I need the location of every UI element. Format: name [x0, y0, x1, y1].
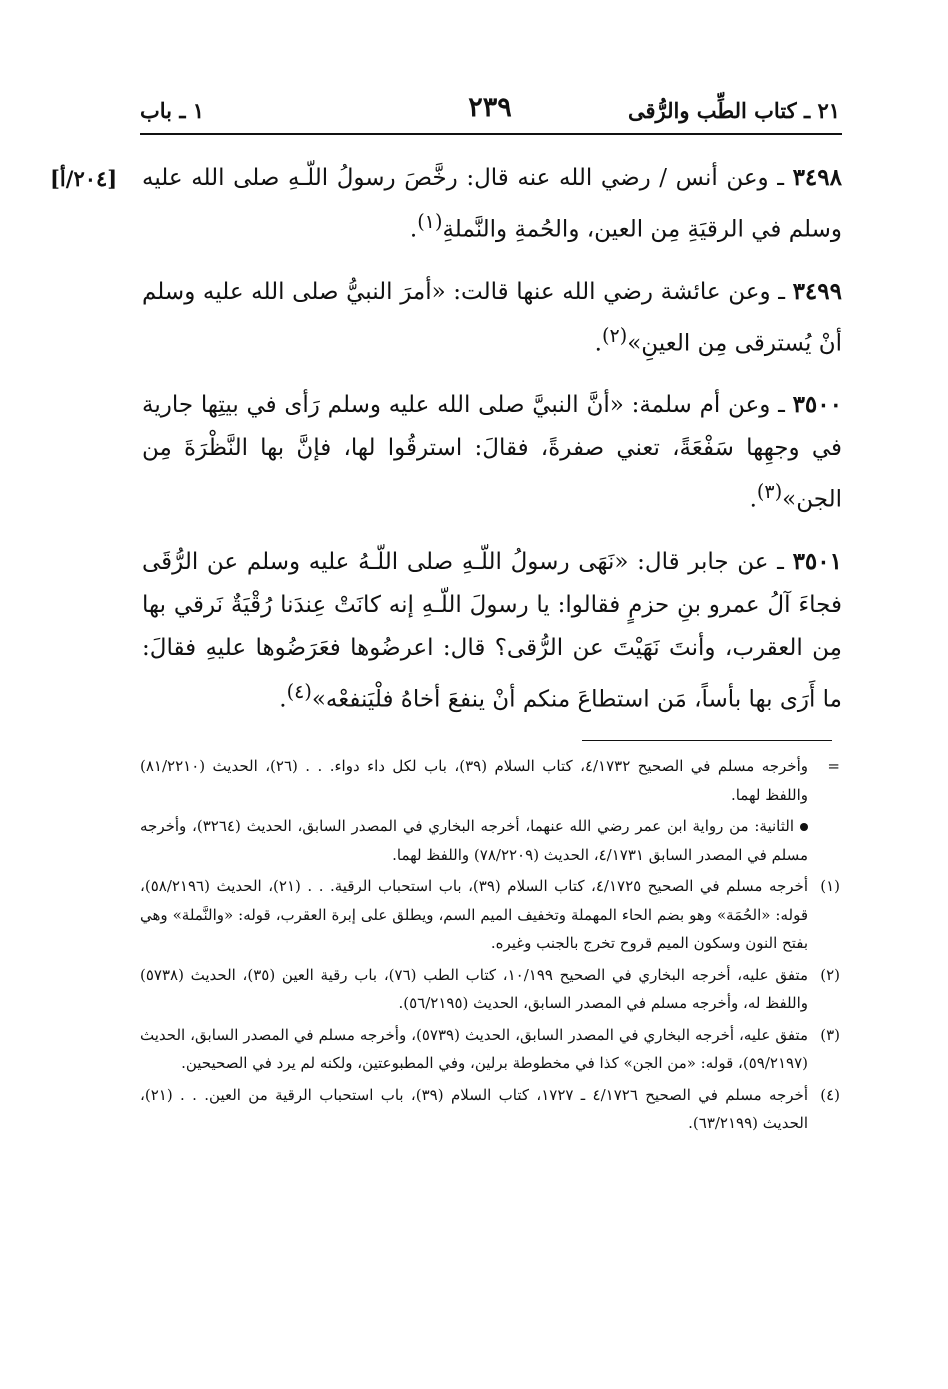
hadith-end: . [594, 330, 602, 357]
footnote-ref: (٤) [286, 679, 312, 703]
manuscript-folio-ref: [٢٠٤/أ] [50, 166, 118, 191]
footnote-2 [140, 961, 840, 1018]
footnote-ref: (٢) [601, 323, 628, 347]
footnote-text: متفق عليه، أخرجه البخاري في المصدر السابق، الحديث (٥٧٣٩)، وأخرجه مسلم في المصدر السابق، الحديث (٥٩/٢١٩٧)، قوله: «من الجن» كذا في مخطوطة برلين، وفي المطبوعتين، ولكنه لم يرد في الصحيحين. [140, 1025, 808, 1072]
hadith-3498 [142, 156, 842, 252]
running-header [140, 92, 840, 132]
footnote-ref: (٣) [756, 480, 783, 504]
hadith-number: ٣٥٠١ [792, 547, 842, 575]
footnote-mark: (٤) [820, 1085, 840, 1104]
footnote-mark: (٢) [820, 965, 840, 984]
footnote-bullet-item [140, 812, 840, 869]
hadith-number: ٣٤٩٨ [792, 164, 842, 191]
hadith-3500 [142, 383, 842, 522]
footnote-mark: (١) [820, 877, 840, 895]
hadith-end: . [409, 216, 418, 243]
footnote-text: وأخرجه مسلم في الصحيح ٤/١٧٣٢، كتاب السلام (٣٩)، باب لكل داء دواء. . . (٢٦)، الحديث (٨١/٢٢١٠) واللفظ لهما. [140, 757, 808, 804]
footnote-mark: = [827, 757, 840, 775]
header-rule [140, 133, 842, 135]
footnote-text: أخرجه مسلم في الصحيح ٤/١٧٢٦ ـ ١٧٢٧، كتاب السلام (٣٩)، باب استحباب الرقية من العين. . . (٢١)، الحديث (٦٣/٢١٩٩). [140, 1085, 808, 1132]
footnote-text: أخرجه مسلم في الصحيح ٤/١٧٢٥، كتاب السلام (٣٩)، باب استحباب الرقية. . . (٢١)، الحديث (٥٨/٢١٩٦)، قوله: «الحُمَة» وهو بضم الحاء المهملة وتخفيف الميم السم، ويطلق على إبرة العقرب، قوله: «والنَّملة» وهي بفتح النون وسكون الميم قروح تخرج بالجنب وغيره. [140, 877, 809, 952]
section-title: ١ ـ باب [140, 98, 205, 123]
bullet-icon [794, 817, 808, 835]
footnote-text: متفق عليه، أخرجه البخاري في الصحيح ١٠/١٩٩، كتاب الطب (٧٦)، باب رقية العين (٣٥)، الحديث (٥٧٣٨) واللفظ له، وأخرجه مسلم في المصدر السابق، الحديث (٥٦/٢١٩٥). [140, 965, 808, 1012]
hadith-text: ـ عن جابر قال: «نَهَى رسولُ اللّـهِ صلى اللّـهُ عليه وسلم عن الرُّقَى فجاءَ آلُ عمرو بنِ حزمٍ فقالوا: يا رسولَ اللّـهِ إنه كانَتْ عِندَنا رُقْيَةٌ نَرقي بها مِن العقرب، وأنتَ نَهَيْتَ عن الرُّقى؟ قال: اعرضُوها فعَرَضُوها عليهِ فقالَ: ما أَرَى بها بأساً، مَن استطاعَ منكم أنْ ينفعَ أخاهُ فلْيَنفعْه» [142, 548, 842, 713]
footnote-continuation [140, 752, 840, 809]
hadith-3499 [142, 270, 842, 366]
footnote-text: الثانية: من رواية ابن عمر رضي الله عنهما، أخرجه البخاري في المصدر السابق، الحديث (٣٢٦٤)، وأخرجه مسلم في المصدر السابق ٤/١٧٣١، الحديث (٧٨/٢٢٠٩) واللفظ لهما. [140, 817, 808, 864]
footnote-mark: (٣) [820, 1025, 840, 1044]
hadith-text: ـ وعن عائشة رضي الله عنها قالت: «أمرَ النبيُّ صلى الله عليه وسلم أنْ يُسترقى مِن العينِ» [142, 278, 842, 357]
footnote-separator [582, 740, 832, 741]
footnote-3 [140, 1021, 840, 1078]
hadith-3501 [142, 540, 842, 722]
hadith-text: ـ وعن أم سلمة: «أنَّ النبيَّ صلى الله عليه وسلم رَأى في بيتِها جارية في وجهِها سَفْعَةً، تعني صفرةً، فقالَ: استرقُوا لها، فإنَّ بها النَّظْرَةَ مِن الجن» [142, 392, 842, 513]
hadith-end: . [749, 486, 757, 513]
main-text [142, 156, 842, 740]
page-number: ٢٣٩ [468, 92, 512, 123]
footnote-1 [140, 872, 840, 958]
hadith-text: ـ وعن أنس / رضي الله عنه قال: رخَّصَ رسولُ اللّـهِ صلى الله عليه وسلم في الرقيَةِ مِن العين، والحُمةِ والنَّملةِ [142, 165, 842, 243]
footnote-mark [808, 812, 840, 869]
footnotes [140, 752, 840, 1141]
hadith-number: ٣٥٠٠ [792, 391, 842, 419]
footnote-ref: (١) [417, 210, 443, 233]
hadith-number: ٣٤٩٩ [792, 277, 842, 305]
footnote-4 [140, 1081, 840, 1138]
chapter-title: ٢١ ـ كتاب الطِّب والرُّقى [627, 98, 840, 123]
hadith-end: . [279, 686, 287, 713]
